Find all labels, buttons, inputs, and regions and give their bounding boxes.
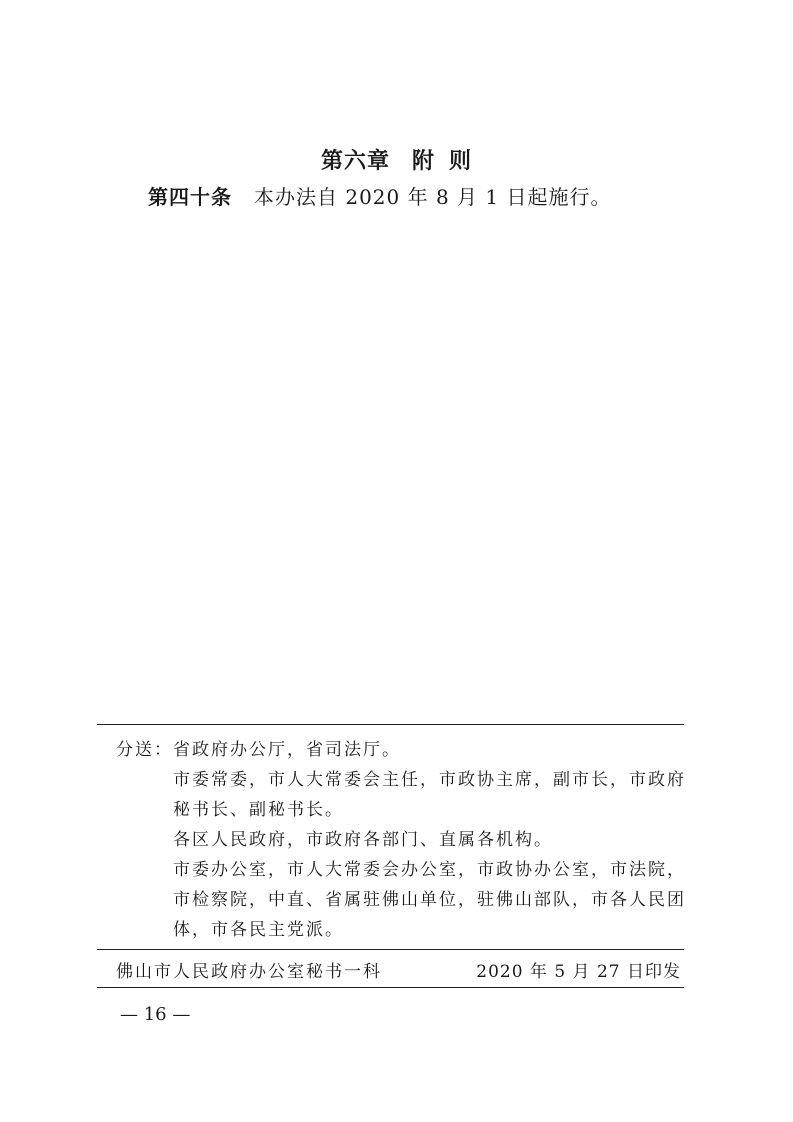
article-label: 第四十条 — [148, 185, 232, 209]
distribution-line: 体，市各民主党派。 — [173, 920, 344, 940]
bottom-divider — [97, 987, 684, 988]
distribution-line: 市委常委，市人大常委会主任，市政协主席，副市长，市政府 — [173, 770, 686, 790]
article-text: 本办法自 2020 年 8 月 1 日起施行。 — [254, 185, 612, 209]
distribution-list — [116, 735, 686, 945]
chapter-title — [0, 144, 793, 175]
distribution-entry: 省政府办公厅，省司法厅。 — [173, 740, 401, 760]
article-40 — [148, 181, 612, 210]
chapter-title-number: 第六章 — [320, 149, 390, 174]
distribution-line: 市检察院，中直、省属驻佛山单位，驻佛山部队，市各人民团 — [173, 890, 686, 910]
distribution-label: 分送： — [116, 740, 173, 760]
middle-divider — [97, 949, 684, 950]
chapter-title-word-1: 附 — [411, 149, 435, 174]
distribution-line — [116, 735, 686, 765]
top-divider — [97, 724, 684, 725]
distribution-line: 市委办公室，市人大常委会办公室，市政协办公室，市法院， — [173, 860, 686, 880]
issue-date: 2020 年 5 月 27 日印发 — [476, 962, 681, 982]
page-number: — 16 — — [120, 1004, 191, 1025]
chapter-title-word-2: 则 — [449, 149, 473, 174]
issuing-office: 佛山市人民政府办公室秘书一科 — [116, 962, 382, 982]
distribution-line: 秘书长、副秘书长。 — [173, 800, 344, 820]
distribution-line: 各区人民政府，市政府各部门、直属各机构。 — [173, 830, 553, 850]
